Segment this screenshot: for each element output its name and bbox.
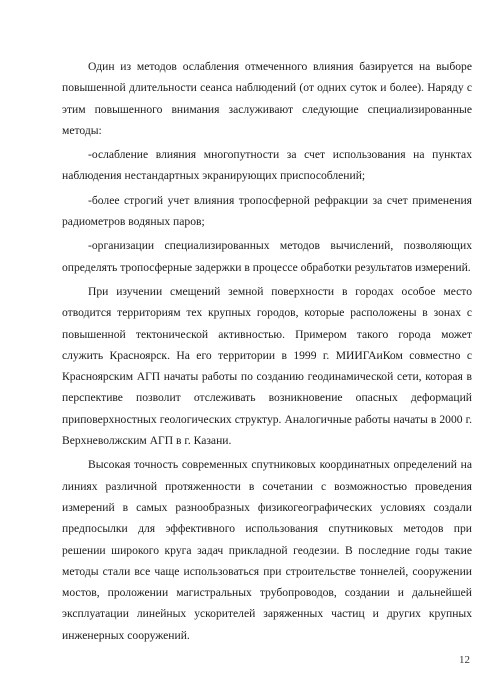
- page-number: 12: [459, 654, 470, 666]
- list-item-refraction: -более строгий учет влияния тропосферной рефракции за счет применения радиометров водяных паров;: [62, 193, 472, 229]
- list-item-multipath: -ослабление влияния многопутности за счет использования на пунктах наблюдения нестандартных экранирующих приспособлений;: [62, 148, 472, 183]
- body-text: [62, 56, 472, 646]
- list-item-computation: -организации специализированных методов вычислений, позволяющих определять тропосферные задержки в процессе обработки результатов измерений.: [62, 239, 472, 274]
- paragraph-methods-intro: Один из методов ослабления отмеченного влияния базируется на выборе повышенной длительности сеанса наблюдений (от одних суток и более). Наряду с этим повышенного внимания заслуживают следующие специализированные методы:: [62, 60, 472, 137]
- paragraph-satellite-accuracy: Высокая точность современных спутниковых координатных определений на линиях различной протяженности в сочетании с возможностью проведения измерений в самых разнообразных физикогеографических условиях создали предпосылки для эффективного использования спутниковых методов при решении широкого круга задач прикладной геодезии. В последние годы такие методы стали все чаще использоваться при строительстве тоннелей, сооружении мостов, проложении магистральных трубопроводов, создании и дальнейшей эксплуатации линейных ускорителей заряженных частиц и других крупных инженерных сооружений.: [62, 458, 472, 642]
- paragraph-urban-displacement: При изучении смещений земной поверхности в городах особое место отводится территориям тех крупных городов, которые расположены в зонах с повышенной тектонической активностью. Примером такого города может служить Красноярск. На его территории в 1999 г. МИИГАиКом совместно с Красноярским АГП начаты работы по созданию геодинамической сети, которая в перспективе позволит отслеживать возникновение опасных деформаций приповерхностных геологических структур. Аналогичные работы начаты в 2000 г. Верхневолжским АГП в г. Казани.: [62, 284, 472, 448]
